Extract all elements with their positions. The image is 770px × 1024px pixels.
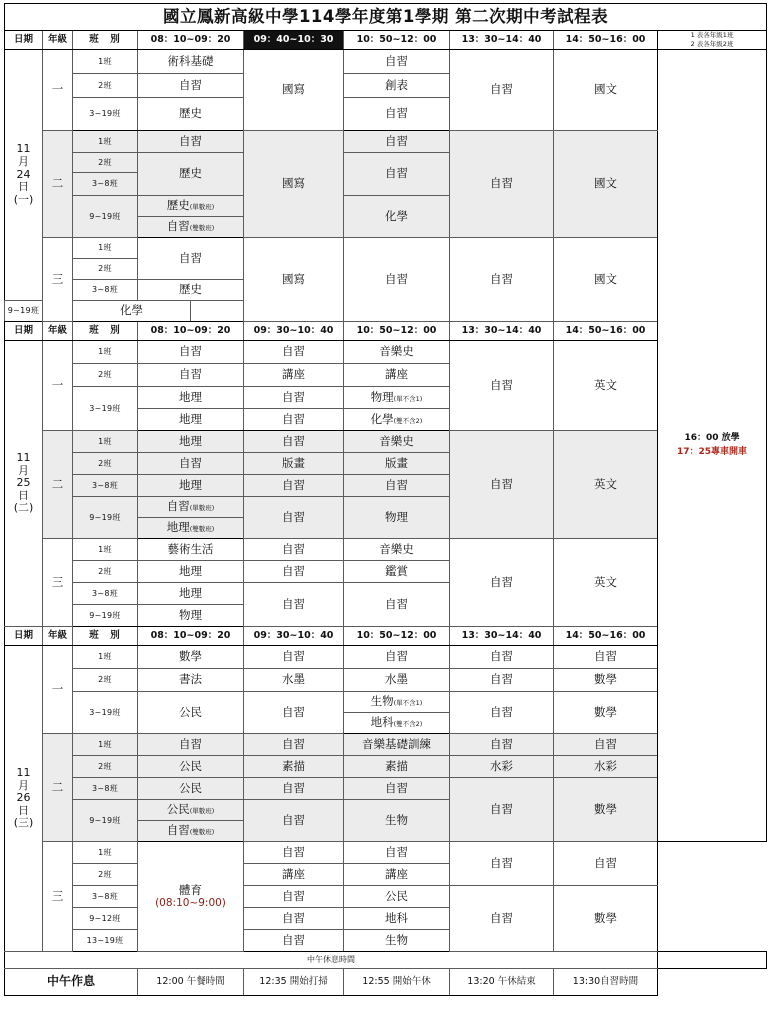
- date-l1: 11: [16, 142, 31, 156]
- subject-note: (雙數班): [189, 828, 215, 837]
- subject-text: 自習: [166, 499, 190, 514]
- cell-subject: 自習: [344, 153, 450, 196]
- subject-note: (雙不含2): [393, 720, 423, 729]
- cell-subject: 自習: [244, 497, 344, 539]
- cell-subject: 自習: [138, 364, 244, 387]
- cell-class: 2班: [73, 153, 138, 173]
- cell-subject: 水墨: [244, 669, 344, 692]
- lunch-band-label: 中午休息時間: [5, 952, 658, 969]
- subject-text: 物理: [370, 389, 394, 404]
- cell-subject: 公民: [344, 886, 450, 908]
- cell-grade: 三: [43, 238, 73, 322]
- lunch-title: 中午作息: [5, 969, 138, 996]
- cell-subject: 自習: [450, 778, 554, 842]
- table-row: [5, 842, 767, 864]
- cell-subject: 生物: [344, 930, 450, 952]
- cell-class: 1班: [73, 341, 138, 364]
- th-period-5: 14：50~16：00: [554, 322, 658, 341]
- cell-subject: 自習: [138, 453, 244, 475]
- date-l1: 11: [16, 450, 31, 464]
- cell-subject: 自習: [244, 646, 344, 669]
- cell-subject: 自習: [344, 842, 450, 864]
- cell-class: 9~19班: [73, 497, 138, 539]
- cell-subject: 自習: [450, 692, 554, 734]
- cell-subject: [344, 409, 450, 431]
- cell-subject: 自習: [244, 583, 344, 627]
- th-grade: 年級: [43, 31, 73, 50]
- cell-subject: 自習: [244, 930, 344, 952]
- cell-subject: 音樂史: [344, 539, 450, 561]
- cell-subject: 自習: [244, 561, 344, 583]
- cell-subject: 地理: [138, 409, 244, 431]
- lunch-band-row: [5, 952, 767, 969]
- th-date: 日期: [5, 322, 43, 341]
- th-period-1: 08：10~09：20: [138, 31, 244, 50]
- cell-subject: 自習: [244, 431, 344, 453]
- th-period-3: 10：50~12：00: [344, 31, 450, 50]
- cell-subject: 地科: [344, 908, 450, 930]
- cell-subject: 化學: [73, 301, 191, 322]
- side-spacer: [658, 952, 767, 969]
- cell-subject: 英文: [554, 341, 658, 431]
- subject-note: (雙數班): [189, 525, 215, 534]
- cell-class: 9~19班: [73, 605, 138, 627]
- cell-subject: 英文: [554, 539, 658, 627]
- cell-class: 1班: [73, 842, 138, 864]
- cell-subject: 自習: [344, 583, 450, 627]
- cell-grade: 二: [43, 131, 73, 238]
- cell-subject: [138, 518, 244, 539]
- exam-schedule-table: [4, 3, 767, 996]
- th-date: 日期: [5, 627, 43, 646]
- cell-class: 2班: [73, 364, 138, 387]
- cell-subject: 國寫: [244, 238, 344, 322]
- cell-class: 3~8班: [73, 475, 138, 497]
- title-row: [5, 4, 767, 31]
- side-note-line1: 16：00 放學: [684, 432, 740, 443]
- cell-class: 3~8班: [73, 173, 138, 196]
- cell-subject: 英文: [554, 431, 658, 539]
- date-l3: 26: [16, 791, 31, 805]
- subject-text: 自習: [166, 219, 190, 234]
- cell-subject: 自習: [344, 475, 450, 497]
- cell-grade: 一: [43, 341, 73, 431]
- cell-class: 1班: [73, 646, 138, 669]
- side-note-line2: 17：25專車開車: [677, 446, 748, 457]
- cell-subject: 自習: [138, 74, 244, 98]
- pe-time: (08:10~9:00): [155, 897, 226, 910]
- cell-date-day1: [5, 50, 43, 301]
- lunch-schedule-row: [5, 969, 767, 996]
- subject-text: 自習: [166, 823, 190, 838]
- cell-subject: 自習: [244, 387, 344, 409]
- table-row: [5, 50, 767, 74]
- cell-date-day2: [5, 341, 43, 627]
- cell-subject: [138, 196, 244, 217]
- cell-subject: 自習: [138, 341, 244, 364]
- cell-subject: 地理: [138, 561, 244, 583]
- table-row: [5, 886, 767, 908]
- cell-subject: 藝術生活: [138, 539, 244, 561]
- table-row: [5, 778, 767, 800]
- lunch-item: 13:30自習時間: [554, 969, 658, 996]
- cell-subject: 公民: [138, 778, 244, 800]
- cell-class: 1班: [73, 238, 138, 259]
- lunch-item: 13:20 午休結束: [450, 969, 554, 996]
- cell-class: 3~8班: [73, 778, 138, 800]
- date-l3: 24: [16, 167, 31, 181]
- cell-subject: 公民: [138, 756, 244, 778]
- th-period-3: 10：50~12：00: [344, 627, 450, 646]
- cell-subject: 自習: [244, 341, 344, 364]
- cell-class: 1班: [73, 50, 138, 74]
- cell-subject: 地理: [138, 583, 244, 605]
- date-l4: 日: [18, 803, 29, 817]
- cell-subject: 自習: [244, 539, 344, 561]
- cell-grade: 一: [43, 646, 73, 734]
- cell-grade: 三: [43, 842, 73, 952]
- date-l2: 月: [18, 155, 29, 169]
- cell-subject: [138, 821, 244, 842]
- cell-date-day3: [5, 646, 43, 952]
- cell-subject: 自習: [450, 842, 554, 886]
- cell-subject: 自習: [450, 131, 554, 238]
- cell-subject: 國文: [554, 50, 658, 131]
- cell-class: 2班: [73, 453, 138, 475]
- cell-subject: 國文: [554, 238, 658, 322]
- subject-note: (單不含1): [393, 394, 423, 403]
- cell-class: 9~19班: [73, 196, 138, 238]
- cell-subject: 音樂基礎訓練: [344, 734, 450, 756]
- subject-text: 生物: [370, 694, 394, 709]
- cell-class: 13~19班: [73, 930, 138, 952]
- table-row: [5, 341, 767, 364]
- cell-subject: 自習: [450, 734, 554, 756]
- th-period-4: 13：30~14：40: [450, 322, 554, 341]
- cell-subject: 鑑賞: [344, 561, 450, 583]
- table-row: [5, 756, 767, 778]
- cell-subject: 自習: [138, 131, 244, 153]
- cell-subject: 自習: [244, 886, 344, 908]
- cell-subject: [138, 800, 244, 821]
- cell-subject: 自習: [344, 646, 450, 669]
- table-row: [5, 539, 767, 561]
- cell-grade: 一: [43, 50, 73, 131]
- cell-subject: 自習: [450, 539, 554, 627]
- table-row: [5, 692, 767, 713]
- cell-subject: 素描: [244, 756, 344, 778]
- cell-class: 9~19班: [73, 800, 138, 842]
- cell-subject: 版畫: [244, 453, 344, 475]
- date-l4: 日: [18, 488, 29, 502]
- cell-class: 2班: [73, 74, 138, 98]
- cell-subject: 水墨: [344, 669, 450, 692]
- cell-subject: 術科基礎: [138, 50, 244, 74]
- cell-subject: 音樂史: [344, 431, 450, 453]
- subject-note: (雙不含2): [393, 416, 423, 425]
- subject-text: 化學: [370, 411, 394, 426]
- subject-note: (單不含1): [393, 699, 423, 708]
- cell-subject: 版畫: [344, 453, 450, 475]
- cell-subject: 自習: [344, 238, 450, 322]
- side-spacer-bottom: [658, 969, 767, 996]
- th-period-5: 14：50~16：00: [554, 627, 658, 646]
- cell-class: 2班: [73, 864, 138, 886]
- cell-subject: 自習: [138, 238, 244, 280]
- cell-subject: 講座: [244, 364, 344, 387]
- cell-subject: 自習: [244, 692, 344, 734]
- lunch-item: 12:55 開始午休: [344, 969, 450, 996]
- cell-subject: 自習: [344, 778, 450, 800]
- cell-subject: 生物: [344, 800, 450, 842]
- cell-class: 3~8班: [73, 280, 138, 301]
- cell-subject: 自習: [450, 669, 554, 692]
- cell-subject: 數學: [554, 669, 658, 692]
- cell-subject: 地理: [138, 387, 244, 409]
- cell-subject: 自習: [450, 341, 554, 431]
- subject-note: (單數班): [189, 807, 215, 816]
- subject-text: 公民: [166, 802, 190, 817]
- cell-subject: 自習: [344, 131, 450, 153]
- cell-subject: 自習: [450, 886, 554, 952]
- cell-subject: 地理: [138, 475, 244, 497]
- cell-class: 3~8班: [73, 886, 138, 908]
- header-note-line2: 2 表各年級2班: [690, 40, 734, 48]
- date-l4: 日: [18, 180, 29, 194]
- cell-subject: 自習: [450, 646, 554, 669]
- cell-subject: 自習: [450, 50, 554, 131]
- cell-subject: 水彩: [450, 756, 554, 778]
- cell-class: 1班: [73, 131, 138, 153]
- cell-class: 1班: [73, 539, 138, 561]
- subject-note: (單數班): [189, 504, 215, 513]
- cell-subject: 物理: [344, 497, 450, 539]
- th-period-4: 13：30~14：40: [450, 31, 554, 50]
- subject-note: (雙數班): [189, 224, 215, 233]
- cell-subject: 化學: [344, 196, 450, 238]
- cell-subject: 國寫: [244, 50, 344, 131]
- cell-subject: 自習: [244, 800, 344, 842]
- cell-subject: 歷史: [138, 98, 244, 131]
- cell-subject: 自習: [554, 646, 658, 669]
- cell-class: 2班: [73, 561, 138, 583]
- cell-class: 2班: [73, 669, 138, 692]
- cell-subject: 地理: [138, 431, 244, 453]
- th-date: 日期: [5, 31, 43, 50]
- cell-subject: 自習: [554, 734, 658, 756]
- cell-grade: 二: [43, 734, 73, 842]
- table-row: [5, 238, 767, 259]
- pe-subject: 體育: [179, 882, 202, 897]
- th-period-4: 13：30~14：40: [450, 627, 554, 646]
- cell-class: 2班: [73, 259, 138, 280]
- cell-subject: 自習: [450, 238, 554, 322]
- cell-subject: 自習: [244, 475, 344, 497]
- cell-subject: 公民: [138, 692, 244, 734]
- cell-subject: 數學: [554, 692, 658, 734]
- date-l5: (一): [13, 192, 34, 206]
- cell-class: 3~19班: [73, 692, 138, 734]
- th-period-1: 08：10~09：20: [138, 627, 244, 646]
- lunch-item: 12:35 開始打掃: [244, 969, 344, 996]
- table-row: [5, 734, 767, 756]
- cell-subject: 自習: [344, 50, 450, 74]
- cell-class: 2班: [73, 756, 138, 778]
- cell-subject: 自習: [450, 431, 554, 539]
- subject-text: 地科: [370, 715, 394, 730]
- th-period-1: 08：10~09：20: [138, 322, 244, 341]
- subject-note: (單數班): [189, 203, 215, 212]
- page-title: 國立鳳新高級中學114學年度第1學期 第二次期中考試程表: [5, 4, 767, 31]
- cell-subject: 國寫: [244, 131, 344, 238]
- subject-text: 歷史: [166, 198, 190, 213]
- cell-subject: 數學: [554, 778, 658, 842]
- cell-subject: 自習: [244, 409, 344, 431]
- table-row: [5, 646, 767, 669]
- date-l3: 25: [16, 476, 31, 490]
- cell-subject: 書法: [138, 669, 244, 692]
- cell-subject: 自習: [244, 734, 344, 756]
- th-period-3: 10：50~12：00: [344, 322, 450, 341]
- cell-subject: 音樂史: [344, 341, 450, 364]
- th-class: 班 別: [73, 31, 138, 50]
- th-period-5: 14：50~16：00: [554, 31, 658, 50]
- cell-subject: [138, 497, 244, 518]
- cell-subject: 歷史: [138, 153, 244, 196]
- th-period-2: 09：30~10：40: [244, 322, 344, 341]
- cell-grade: 二: [43, 431, 73, 539]
- cell-subject: 自習: [244, 908, 344, 930]
- date-l5: (二): [13, 501, 34, 515]
- cell-grade: 三: [43, 539, 73, 627]
- cell-subject: 物理: [138, 605, 244, 627]
- subject-text: 地理: [166, 520, 190, 535]
- cell-subject: [344, 692, 450, 713]
- cell-subject: 創表: [344, 74, 450, 98]
- date-l2: 月: [18, 463, 29, 477]
- cell-subject: 歷史: [138, 280, 244, 301]
- cell-subject: 講座: [344, 864, 450, 886]
- cell-subject: 水彩: [554, 756, 658, 778]
- cell-subject: 自習: [344, 98, 450, 131]
- cell-class: 9~19班: [5, 301, 43, 322]
- date-l5: (三): [13, 816, 34, 830]
- th-period-2: 09：30~10：40: [244, 627, 344, 646]
- cell-subject: 素描: [344, 756, 450, 778]
- side-note: [658, 432, 766, 460]
- cell-class: 3~19班: [73, 98, 138, 131]
- date-l2: 月: [18, 778, 29, 792]
- cell-subject: 自習: [244, 778, 344, 800]
- cell-subject-pe: [138, 842, 244, 952]
- cell-class: 3~8班: [73, 583, 138, 605]
- header-row-day2: [5, 322, 767, 341]
- cell-subject: 國文: [554, 131, 658, 238]
- cell-subject: 數學: [138, 646, 244, 669]
- th-grade: 年級: [43, 322, 73, 341]
- table-row: [5, 669, 767, 692]
- table-row: [5, 131, 767, 153]
- cell-subject: [344, 387, 450, 409]
- header-row-day3: [5, 627, 767, 646]
- header-row-day1: [5, 31, 767, 50]
- cell-subject: 講座: [344, 364, 450, 387]
- cell-subject: 自習: [554, 842, 658, 886]
- cell-subject: 自習: [244, 842, 344, 864]
- cell-subject: 數學: [554, 886, 658, 952]
- th-class: 班 別: [73, 627, 138, 646]
- header-note-line1: 1 表各年級1班: [690, 31, 734, 40]
- cell-class: 1班: [73, 734, 138, 756]
- cell-subject: [138, 217, 244, 238]
- cell-class: 1班: [73, 431, 138, 453]
- date-l1: 11: [16, 765, 31, 779]
- table-row: [5, 431, 767, 453]
- cell-class: 9~12班: [73, 908, 138, 930]
- side-note-cell: [658, 50, 767, 842]
- th-period-2: 09：40~10：30: [244, 31, 344, 50]
- th-grade: 年級: [43, 627, 73, 646]
- cell-subject: 講座: [244, 864, 344, 886]
- th-class: 班 別: [73, 322, 138, 341]
- lunch-item: 12:00 午餐時間: [138, 969, 244, 996]
- cell-subject: [344, 713, 450, 734]
- cell-class: 3~19班: [73, 387, 138, 431]
- cell-subject: 自習: [138, 734, 244, 756]
- header-note: [658, 31, 767, 50]
